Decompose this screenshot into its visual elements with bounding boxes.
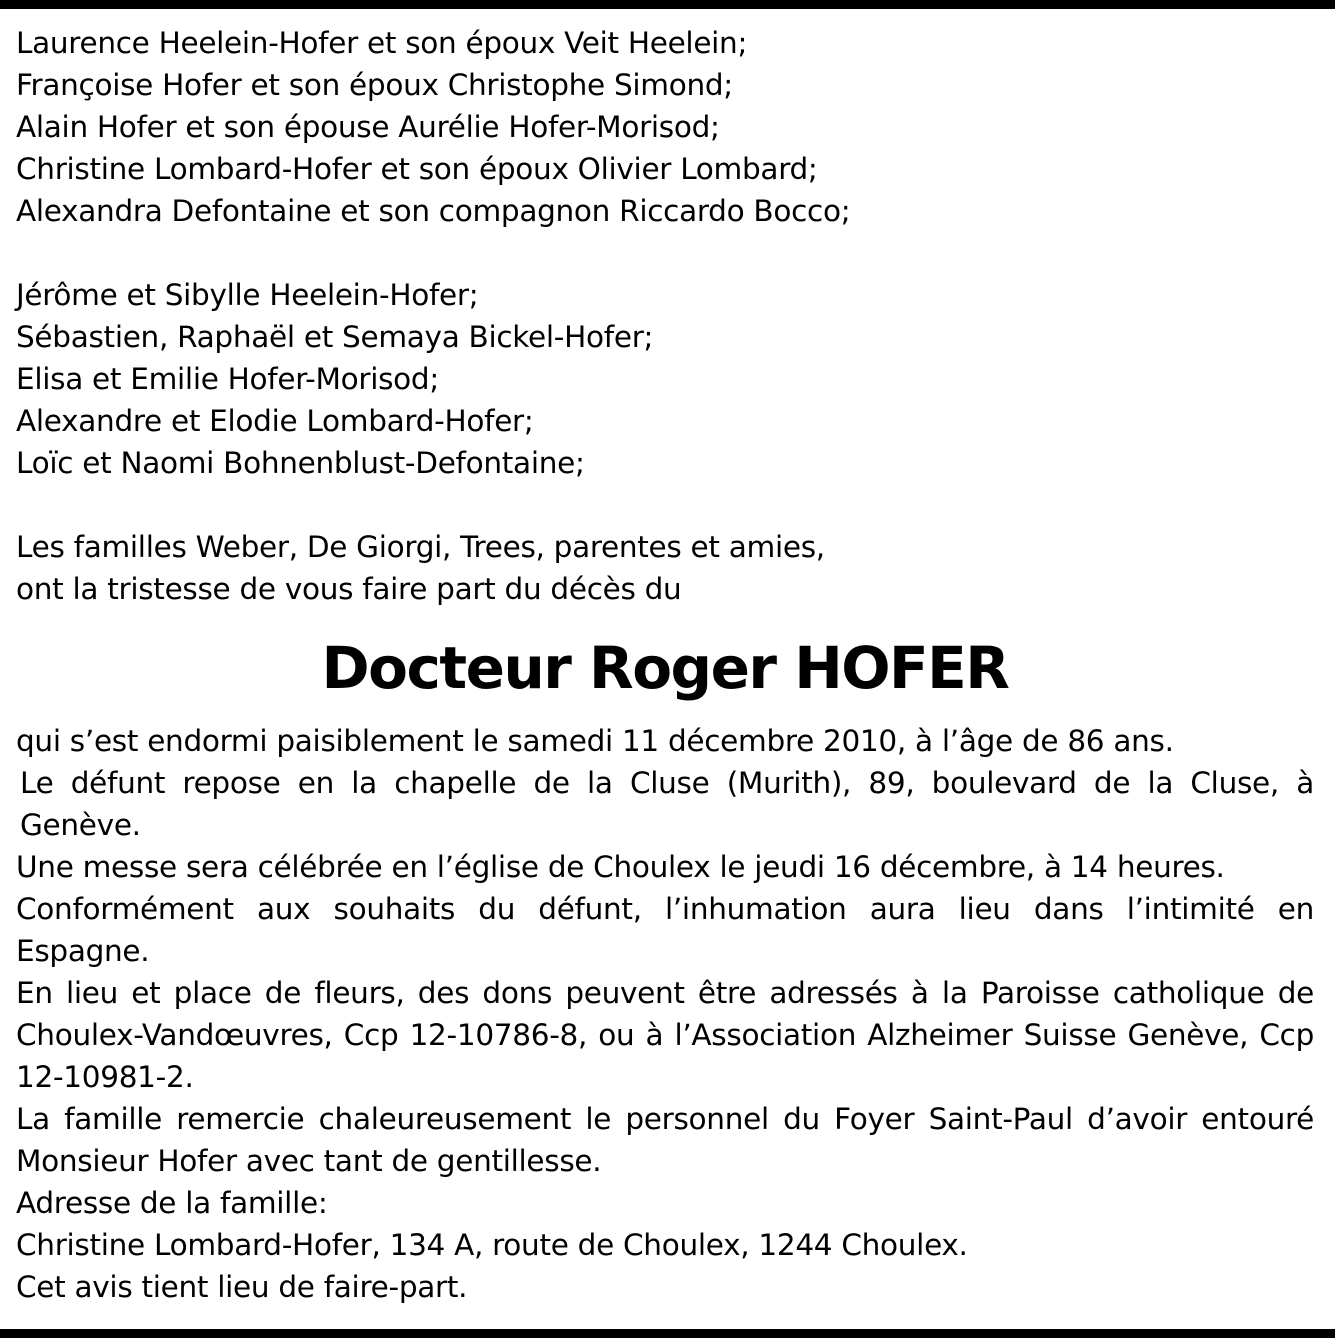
burial-info: Conformément aux souhaits du défunt, l’inhumation aura lieu dans l’intimité en Espagne. [16,892,1314,968]
address-label: Adresse de la famille: [16,1186,328,1220]
grandchildren-line: Sébastien, Raphaël et Semaya Bickel-Hofer; [16,320,654,354]
announcement-line: ont la tristesse de vous faire part du décès du [16,572,682,606]
death-statement: qui s’est endormi paisiblement le samedi 11 décembre 2010, à l’âge de 86 ans. [16,724,1174,758]
thanks-note: La famille remercie chaleureusement le personnel du Foyer Saint-Paul d’avoir entouré Monsieur Hofer avec tant de gentillesse. [16,1102,1314,1178]
donations-info: En lieu et place de fleurs, des dons peuvent être adressés à la Paroisse catholique de Choulex-Vandœuvres, Ccp 12-10786-8, ou à l’Association Alzheimer Suisse Genève, Ccp 12-10981-2. [16,976,1314,1094]
family-line: Christine Lombard-Hofer et son époux Olivier Lombard; [16,152,818,186]
closing-note: Cet avis tient lieu de faire-part. [16,1270,468,1304]
mass-info: Une messe sera célébrée en l’église de Choulex le jeudi 16 décembre, à 14 heures. [16,850,1225,884]
family-line: Françoise Hofer et son époux Christophe Simond; [16,68,733,102]
family-line: Alain Hofer et son épouse Aurélie Hofer-Morisod; [16,110,720,144]
grandchildren-line: Alexandre et Elodie Lombard-Hofer; [16,404,534,438]
family-spouses-list [16,22,1314,232]
spacer [16,484,1314,526]
family-line: Laurence Heelein-Hofer et son époux Veit Heelein; [16,26,748,60]
announcement [16,526,1314,610]
bottom-border-rule [0,1329,1335,1338]
announcement-line: Les familles Weber, De Giorgi, Trees, parentes et amies, [16,530,825,564]
deceased-name-heading: Docteur Roger HOFER [321,634,1009,702]
grandchildren-line: Loïc et Naomi Bohnenblust-Defontaine; [16,446,585,480]
grandchildren-line: Elisa et Emilie Hofer-Morisod; [16,362,439,396]
grandchildren-list [16,274,1314,484]
spacer [16,232,1314,274]
family-line: Alexandra Defontaine et son compagnon Riccardo Bocco; [16,194,851,228]
resting-place: Le défunt repose en la chapelle de la Cluse (Murith), 89, boulevard de la Cluse, à Genève. [20,766,1314,842]
grandchildren-line: Jérôme et Sibylle Heelein-Hofer; [16,278,479,312]
family-address: Christine Lombard-Hofer, 134 A, route de Choulex, 1244 Choulex. [16,1228,968,1262]
top-border-rule [0,0,1335,9]
obituary-notice [16,22,1314,1308]
obituary-details [16,720,1314,1308]
